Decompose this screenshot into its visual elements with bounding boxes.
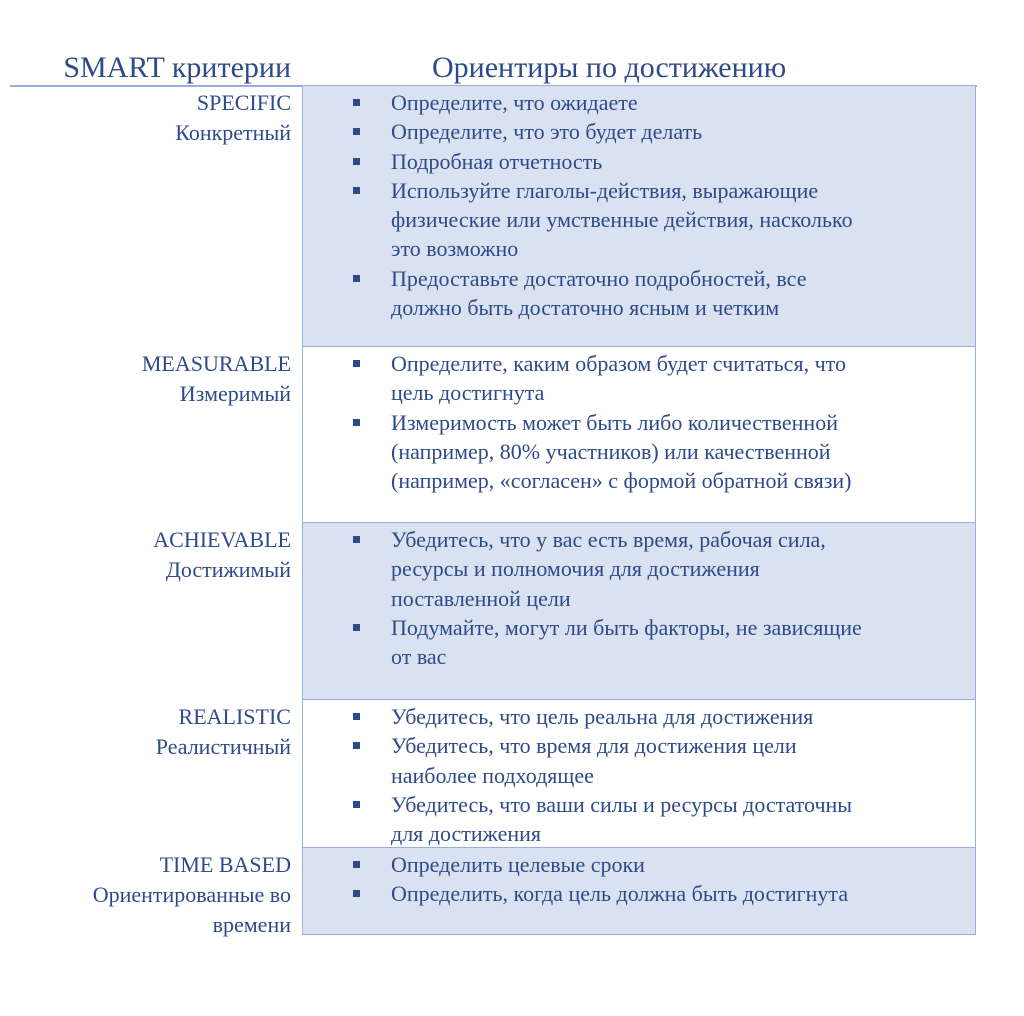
square-bullet-icon: [353, 187, 360, 194]
criterion-russian: Достижимый: [165, 557, 291, 582]
square-bullet-icon: [353, 624, 360, 631]
guidelines-cell: [302, 523, 976, 700]
criterion-russian: Измеримый: [179, 381, 291, 406]
list-item: [303, 790, 975, 849]
criterion-russian: Ориентированные во: [92, 882, 291, 907]
list-item-text: Определите, что ожидаете: [391, 90, 638, 115]
list-item-text: цель достигнута: [391, 380, 545, 406]
list-item-text: Подробная отчетность: [391, 148, 603, 174]
list-item-text: от вас: [391, 644, 447, 670]
table-row: [0, 523, 1024, 700]
list-item-text: это возможно: [391, 236, 519, 262]
square-bullet-icon: [353, 861, 360, 868]
guidelines-cell: [302, 347, 976, 523]
list-item: [303, 702, 975, 731]
table-row: [0, 347, 1024, 523]
list-item-text: для достижения: [391, 821, 542, 847]
criterion-english: ACHIEVABLE: [153, 527, 291, 552]
square-bullet-icon: [353, 360, 360, 367]
list-item-text: Определить, когда цель должна быть достигнута: [391, 881, 849, 907]
list-item: [303, 850, 975, 879]
guidelines-list: [303, 523, 975, 671]
list-item-text: Предоставьте достаточно подробностей, все: [391, 265, 807, 291]
criterion-english: TIME BASED: [159, 852, 291, 877]
criterion-label: [93, 850, 291, 940]
list-item-text: поставленной цели: [391, 585, 571, 611]
list-item: [303, 264, 975, 323]
list-item-text: должно быть достаточно ясным и четким: [391, 295, 780, 321]
list-item: [303, 613, 975, 672]
square-bullet-icon: [353, 713, 360, 720]
list-item-text: Убедитесь, что у вас есть время, рабочая сила,: [391, 527, 826, 552]
list-item: [303, 731, 975, 790]
guidelines-list: [303, 347, 975, 495]
guidelines-list: [303, 700, 975, 848]
square-bullet-icon: [353, 742, 360, 749]
square-bullet-icon: [353, 158, 360, 165]
list-item-text: Убедитесь, что время для достижения цели: [391, 733, 797, 759]
list-item-text: (например, «согласен» с формой обратной связи): [391, 468, 852, 494]
guidelines-cell: [302, 700, 976, 848]
list-item-text: Определить целевые сроки: [391, 852, 645, 877]
square-bullet-icon: [353, 801, 360, 808]
criterion-english: REALISTIC: [178, 704, 291, 729]
guidelines-cell: [302, 86, 976, 347]
list-item-text: Подумайте, могут ли быть факторы, не зависящие: [391, 614, 862, 640]
criterion-english: SPECIFIC: [196, 90, 291, 115]
guidelines-column-header: Ориентиры по достижению: [432, 51, 787, 84]
criterion-russian: Конкретный: [175, 120, 291, 145]
criteria-column-header: SMART критерии: [63, 51, 291, 84]
list-item-text: Убедитесь, что цель реальна для достижения: [391, 704, 814, 729]
square-bullet-icon: [353, 536, 360, 543]
criterion-russian: времени: [212, 912, 291, 937]
list-item: [303, 117, 975, 146]
list-item: [303, 879, 975, 908]
criterion-label: [175, 88, 291, 148]
square-bullet-icon: [353, 99, 360, 106]
list-item-text: Определите, каким образом будет считаться, что: [391, 351, 846, 376]
square-bullet-icon: [353, 128, 360, 135]
list-item-text: (например, 80% участников) или качественной: [391, 438, 831, 464]
guidelines-cell: [302, 848, 976, 935]
list-item-text: Используйте глаголы-действия, выражающие: [391, 177, 819, 203]
list-item: [303, 349, 975, 408]
list-item: [303, 88, 975, 117]
guidelines-list: [303, 848, 975, 909]
square-bullet-icon: [353, 890, 360, 897]
guidelines-list: [303, 86, 975, 322]
square-bullet-icon: [353, 275, 360, 282]
criterion-label: [153, 525, 291, 585]
table-row: [0, 86, 1024, 347]
criterion-russian: Реалистичный: [155, 734, 291, 759]
table-row: [0, 848, 1024, 935]
criterion-label: [142, 349, 291, 409]
list-item-text: Убедитесь, что ваши силы и ресурсы достаточны: [391, 791, 853, 817]
list-item-text: Определите, что это будет делать: [391, 119, 703, 145]
criterion-english: MEASURABLE: [141, 351, 291, 376]
list-item: [303, 408, 975, 496]
list-item-text: Измеримость может быть либо количественной: [391, 409, 838, 435]
list-item: [303, 147, 975, 176]
list-item-text: ресурсы и полномочия для достижения: [391, 556, 760, 582]
list-item-text: наиболее подходящее: [391, 762, 594, 788]
criterion-label: [156, 702, 291, 762]
list-item: [303, 176, 975, 264]
list-item-text: физические или умственные действия, насколько: [391, 207, 853, 233]
list-item: [303, 525, 975, 613]
table-row: [0, 700, 1024, 848]
square-bullet-icon: [353, 419, 360, 426]
